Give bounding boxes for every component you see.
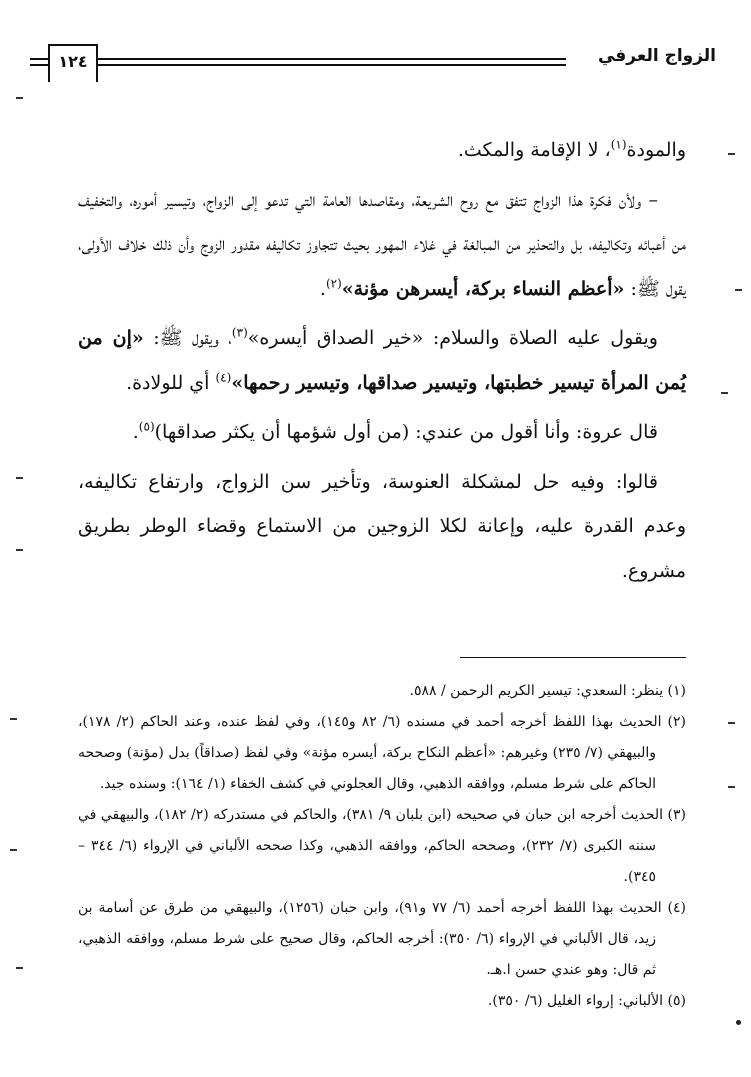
margin-mark	[16, 549, 23, 551]
page-number: ١٢٤	[48, 44, 98, 82]
margin-mark	[10, 849, 17, 851]
footnote-ref[interactable]: (٥)	[138, 419, 155, 434]
footnote-2: (٢) الحديث بهذا اللفظ أخرجه أحمد في مسنده (٦/ ٨٢ و١٤٥)، وفي لفظ عنده، وعند الحاكم (٢/ ١٧٨)، والبيهقي (٧/ ٢٣٥) وغيرهم: «أعظم النكاح بركة، أيسره مؤنة» وفي لفظ (صداقاً) بدل (مؤنة) وصححه الحاكم على شرط مسلم، ووافقه الذهبي، وقال العجلوني في كشف الخفاء (١/ ١٦٤): وسنده جيد.	[78, 714, 687, 792]
header-rule	[98, 58, 566, 66]
margin-mark	[728, 722, 735, 724]
footnote-ref[interactable]: (١)	[610, 137, 627, 152]
paragraph-2: – ولأن فكرة هذا الزواج تتفق مع روح الشريعة، ومقاصدها العامة التي تدعو إلى الزواج، وتيسير أموره، والتخفيف من أعبائه وتكاليفه، بل والتحذير من المبالغة في غلاء المهور بحيث تتجاوز تكاليفه مقدور الزوج وأن ذلك خلاف الأولى، يقول ﷺ: «أعظم النساء بركة، أيسرهن مؤنة»$^{(٢)}$.	[78, 188, 686, 300]
header-rule-left	[30, 58, 48, 66]
margin-dot	[736, 1020, 741, 1025]
footnote-4: (٤) الحديث بهذا اللفظ أخرجه أحمد (٦/ ٧٧ و٩١)، وابن حبان (١٢٥٦)، والبيهقي من طرق عن أسامة بن زيد، قال الألباني في الإرواء (٦/ ٣٥٠): أخرجه الحاكم، وقال صحيح على شرط مسلم، ووافقه الذهبي، ثم قال: وهو عندي حسن ا.هـ.	[78, 900, 687, 978]
footnote-1: (١) ينظر: السعدي: تيسير الكريم الرحمن / ٥٨٨.	[409, 683, 686, 699]
margin-mark	[16, 97, 23, 99]
margin-mark	[728, 153, 735, 155]
footnote-separator	[460, 657, 686, 658]
body-text	[78, 128, 686, 593]
margin-mark	[721, 392, 728, 394]
margin-mark	[16, 967, 23, 969]
margin-mark	[16, 477, 23, 479]
footnotes	[78, 676, 686, 1017]
footnote-ref[interactable]: (٣)	[231, 325, 248, 340]
footnote-5: (٥) الألباني: إرواء الغليل (٦/ ٣٥٠).	[487, 993, 686, 1009]
footnote-ref[interactable]: (٢)	[325, 276, 342, 291]
paragraph-3: ويقول عليه الصلاة والسلام: «خير الصداق أيسره»$^{(٣)}$، ويقول ﷺ: «إن من يُمن المرأة تيسير خطبتها، وتيسير صداقها، وتيسير رحمها»$^{(٤)}$ أي للولادة.	[78, 325, 686, 394]
hadith-quote: «أعظم النساء بركة، أيسرهن مؤنة»	[341, 277, 625, 300]
margin-mark	[10, 718, 17, 720]
footnote-ref[interactable]: (٤)	[215, 370, 232, 385]
margin-mark	[728, 786, 735, 788]
paragraph-1: والمودة$^{(١)}$، لا الإقامة والمكث.	[457, 137, 686, 161]
margin-mark	[735, 289, 742, 291]
running-header	[30, 44, 716, 90]
running-title: الزواج العرفي	[597, 46, 716, 66]
footnote-3: (٣) الحديث أخرجه ابن حبان في صحيحه (ابن بلبان ٩/ ٣٨١)، والحاكم في مستدركه (٢/ ١٨٢)، والبيهقي في سننه الكبرى (٧/ ٢٣٢)، وصححه الحاكم، ووافقه الذهبي، وكذا صححه الألباني في الإرواء (٦/ ٣٤٤ – ٣٤٥).	[78, 807, 687, 885]
paragraph-4: قال عروة: وأنا أقول من عندي: (من أول شؤمها أن يكثر صداقها)$^{(٥)}$.	[132, 419, 658, 443]
paragraph-5: قالوا: وفيه حل لمشكلة العنوسة، وتأخير سن الزواج، وارتفاع تكاليفه، وعدم القدرة عليه، وإعانة لكلا الزوجين من الاستماع وقضاء الوطر بطريق مشروع.	[78, 470, 686, 582]
hadith-quote: «إن من يُمن المرأة تيسير خطبتها، وتيسير صداقها، وتيسير رحمها»	[78, 327, 686, 394]
